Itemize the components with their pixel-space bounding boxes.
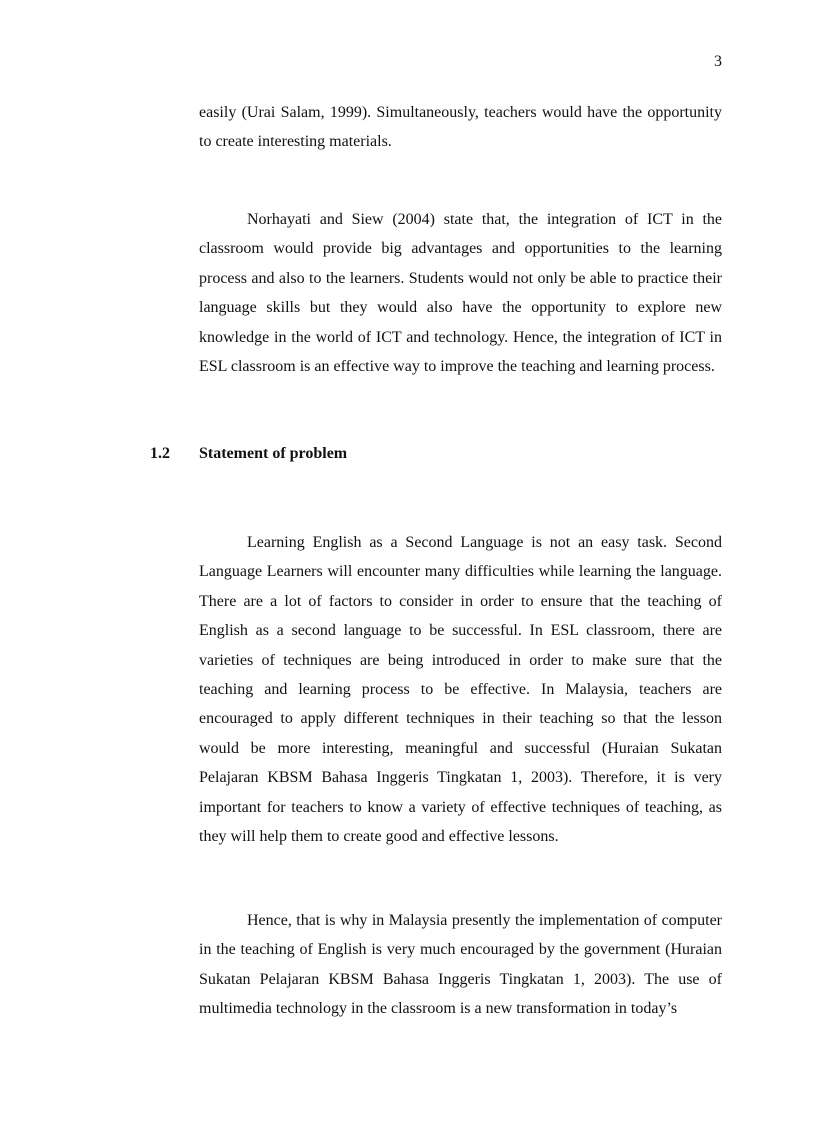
section-heading — [150, 443, 347, 465]
paragraph-1: easily (Urai Salam, 1999). Simultaneously, teachers would have the opportunity to create interesting materials. — [199, 104, 722, 151]
paragraph-3: Learning English as a Second Language is not an easy task. Second Language Learners will encounter many difficulties while learning the language. There are a lot of factors to consider in order to ensure that the teaching of English as a second language to be successful. In ESL classroom, there are varieties of techniques are being introduced in order to make sure that the teaching and learning process to be effective. In Malaysia, teachers are encouraged to apply different techniques in their teaching so that the lesson would be more interesting, meaningful and successful (Huraian Sukatan Pelajaran KBSM Bahasa Inggeris Tingkatan 1, 2003). Therefore, it is very important for teachers to know a variety of effective techniques of teaching, as they will help them to create good and effective lessons. — [199, 534, 722, 846]
page-number: 3 — [714, 53, 722, 70]
paragraph-4: Hence, that is why in Malaysia presently the implementation of computer in the teaching of English is very much encouraged by the government (Huraian Sukatan Pelajaran KBSM Bahasa Inggeris Tingkatan 1, 2003). The use of multimedia technology in the classroom is a new transformation in today’s — [199, 912, 722, 1018]
section-number: 1.2 — [150, 445, 170, 462]
paragraph-2: Norhayati and Siew (2004) state that, the integration of ICT in the classroom would provide big advantages and opportunities to the learning process and also to the learners. Students would not only be able to practice their language skills but they would also have the opportunity to explore new knowledge in the world of ICT and technology. Hence, the integration of ICT in ESL classroom is an effective way to improve the teaching and learning process. — [199, 211, 722, 376]
section-title: Statement of problem — [199, 445, 348, 462]
